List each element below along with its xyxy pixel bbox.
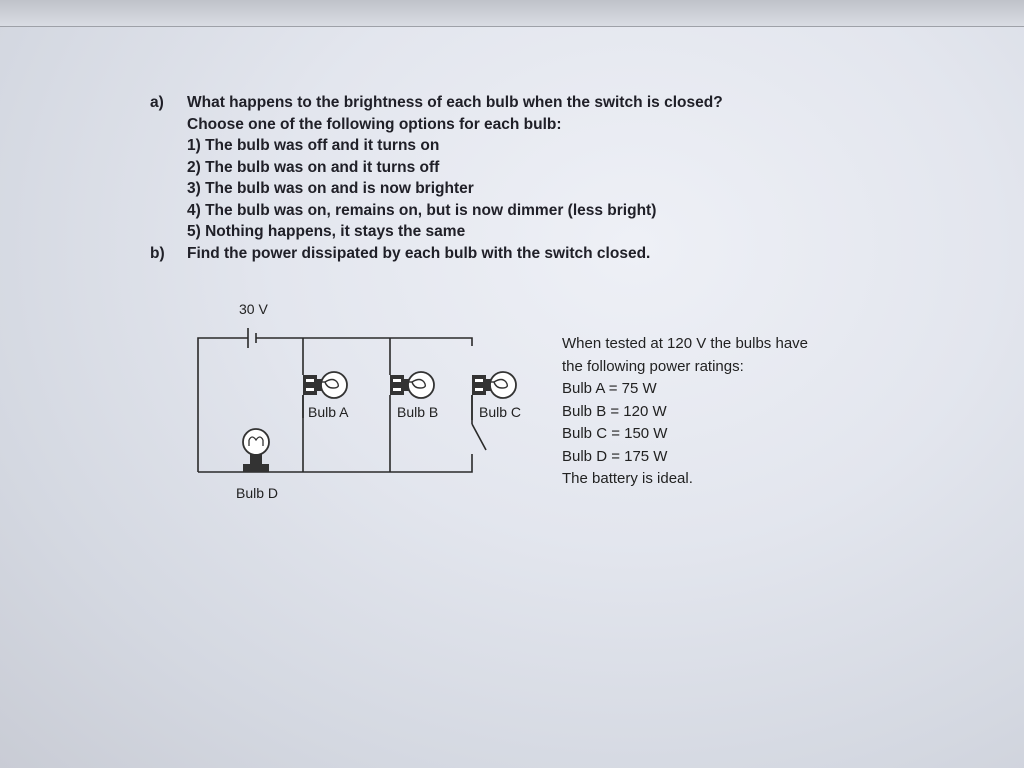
ratings-line: the following power ratings: (562, 357, 744, 375)
bulb-b-icon (390, 372, 434, 398)
ratings-line: Bulb C = 150 W (562, 425, 668, 442)
battery-icon (248, 328, 256, 348)
ratings-line: Bulb B = 120 W (562, 402, 667, 420)
question-b-letter: b) (150, 244, 165, 262)
switch-icon (472, 424, 486, 450)
question-a-text: What happens to the brightness of each bulb when the switch is closed? (187, 94, 723, 111)
option-item: 4) The bulb was on, remains on, but is now dimmer (less bright) (187, 201, 657, 219)
ratings-text (562, 333, 872, 491)
option-list (187, 135, 870, 243)
bulb-d-icon (243, 429, 269, 472)
circuit-diagram (180, 292, 550, 512)
bulb-c-label: Bulb C (479, 404, 522, 420)
question-block (150, 92, 870, 264)
option-item: 1) The bulb was off and it turns on (187, 137, 440, 154)
ratings-line: Bulb D = 175 W (562, 447, 668, 465)
question-b-text: Find the power dissipated by each bulb with the switch closed. (187, 244, 651, 262)
option-item: 3) The bulb was on and is now brighter (187, 180, 474, 197)
option-item: 5) Nothing happens, it stays the same (187, 223, 466, 240)
question-b (150, 243, 870, 265)
bulb-d-label: Bulb D (236, 485, 279, 501)
question-a-letter: a) (150, 94, 164, 111)
question-a (150, 92, 870, 243)
bulb-b-label: Bulb B (397, 404, 439, 420)
ratings-line: The battery is ideal. (562, 470, 693, 487)
question-a-instruction: Choose one of the following options for each bulb: (187, 115, 562, 133)
option-item: 2) The bulb was on and it turns off (187, 158, 440, 176)
battery-label: 30 V (239, 301, 268, 317)
monitor-top-edge (0, 0, 1024, 27)
ratings-line: Bulb A = 75 W (562, 380, 657, 397)
ratings-line: When tested at 120 V the bulbs have (562, 335, 808, 352)
bulb-c-icon (472, 372, 516, 398)
bulb-a-label: Bulb A (308, 404, 349, 420)
bulb-a-icon (303, 372, 347, 398)
